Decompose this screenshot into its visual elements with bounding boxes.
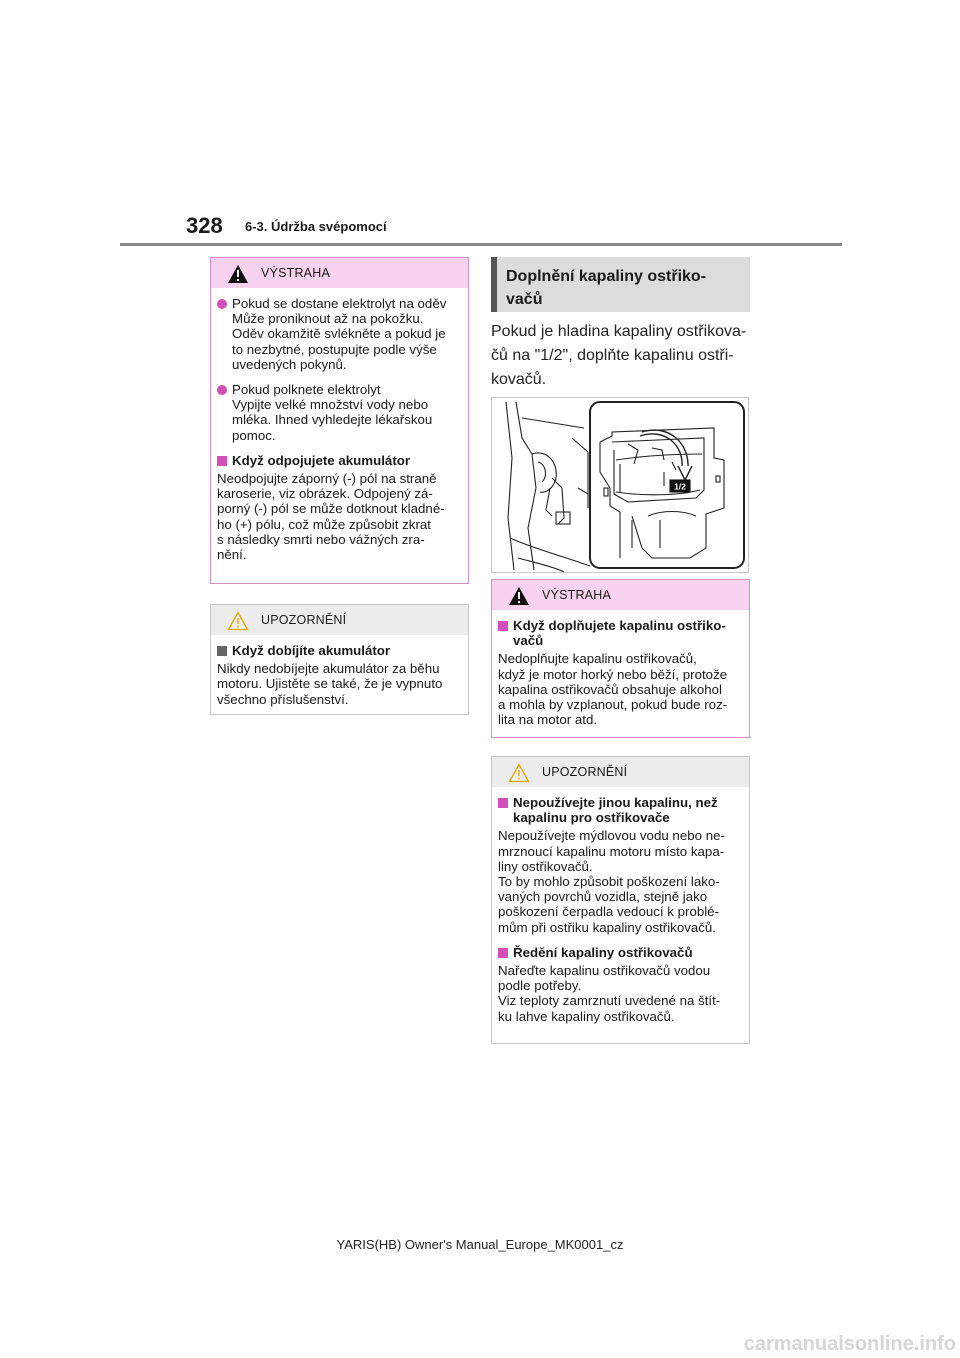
subheading-text: Ředění kapaliny ostřikovačů: [513, 944, 693, 960]
right-warning-box: [491, 579, 750, 738]
text-line: mléka. Ihned vyhledejte lékařskou: [232, 412, 433, 428]
text-line: pomoc.: [232, 427, 276, 443]
text-line: kapalinu pro ostřikovače: [513, 810, 670, 826]
left-warning-box: [210, 257, 469, 584]
text-line: Může proniknout až na pokožku.: [232, 311, 424, 327]
caution-subheading: [498, 795, 743, 825]
text-line: Nařeďte kapalinu ostřikovačů vodou: [498, 963, 711, 979]
footer-text: YARIS(HB) Owner's Manual_Europe_MK0001_cz: [336, 1237, 624, 1252]
warning-title: VÝSTRAHA: [261, 266, 330, 280]
text-line: porný (-) pól se může dotknout kladné-: [217, 501, 445, 517]
text-line: kapalina ostřikovačů obsahuje alkohol: [498, 681, 722, 697]
warning-item: [217, 296, 462, 372]
bullet-square-icon: [498, 621, 508, 631]
warning-subheading: [498, 618, 743, 648]
bullet-square-icon: [498, 948, 508, 958]
warning-triangle-icon: [227, 264, 249, 284]
caution-triangle-icon: [508, 763, 530, 783]
caution-triangle-icon: [227, 611, 249, 631]
text-line: ho (+) pólu, což může způsobit zkrat: [217, 516, 431, 532]
caution-subheading: [217, 643, 462, 658]
text-line: To by mohlo způsobit poškození lako-: [498, 874, 720, 890]
watermark: carmanualsonline.info: [743, 1333, 956, 1355]
caution-subheading: [498, 945, 743, 960]
text-line: mům při ostřiku kapaliny ostřikovačů.: [498, 919, 716, 935]
text-line: všechno příslušenství.: [217, 691, 349, 707]
text-line: když je motor horký nebo běží, protože: [498, 666, 728, 682]
warning-triangle-icon: [508, 586, 530, 606]
text-line: Nepoužívejte jinou kapalinu, než: [513, 795, 718, 810]
bullet-square-icon: [217, 646, 227, 656]
text-line: Viz teploty zamrznutí uvedené na štít-: [498, 993, 721, 1009]
caution-paragraph: [217, 661, 462, 707]
text-line: Nedoplňujte kapalinu ostřikovačů,: [498, 651, 697, 667]
header-rule: [120, 243, 842, 246]
text-line: mrznoucí kapalinu motoru místo kapa-: [498, 843, 725, 859]
bullet-dot-icon: [217, 385, 227, 395]
text-line: poškození čerpadla vedoucí k problé-: [498, 904, 720, 920]
intro-paragraph: [491, 320, 746, 392]
heading-line: vačů: [506, 291, 543, 308]
text-line: liny ostřikovačů.: [498, 858, 593, 874]
caution-paragraph: [498, 828, 743, 934]
warning-title: VÝSTRAHA: [542, 588, 611, 602]
text-line: lita na motor atd.: [498, 712, 598, 728]
warning-subheading: [217, 453, 462, 468]
text-line: a mohla by vzplanout, pokud bude roz-: [498, 697, 728, 713]
text-line: Nepoužívejte mýdlovou vodu nebo ne-: [498, 828, 725, 844]
warning-header: [211, 258, 468, 288]
warning-paragraph: [498, 651, 743, 727]
heading-line: Doplnění kapaliny ostřiko-: [506, 268, 707, 285]
text-line: čů na "1/2", doplňte kapalinu ostři-: [491, 347, 734, 364]
text-line: Nikdy nedobíjejte akumulátor za běhu: [217, 661, 440, 677]
text-line: nění.: [217, 547, 247, 563]
section-heading: [491, 257, 750, 312]
right-caution-box: [491, 756, 750, 1044]
text-line: Pokud je hladina kapaliny ostřikova-: [491, 323, 747, 340]
left-caution-box: [210, 604, 469, 715]
page-number: 328: [186, 213, 223, 238]
text-line: s následky smrti nebo vážných zra-: [217, 531, 425, 547]
caution-title: UPOZORNĚNÍ: [542, 765, 628, 779]
text-line: Pokud se dostane elektrolyt na oděv: [232, 296, 447, 311]
text-line: podle potřeby.: [498, 978, 582, 994]
warning-paragraph: [217, 471, 462, 562]
warning-item: [217, 382, 462, 443]
text-line: Vypijte velké množství vody nebo: [232, 397, 429, 413]
caution-header: [492, 757, 749, 787]
washer-reservoir-figure: [491, 397, 749, 573]
caution-paragraph: [498, 963, 743, 1024]
text-line: Když doplňujete kapalinu ostřiko-: [513, 618, 726, 633]
text-line: vaných povrchů vozidla, stejně jako: [498, 889, 708, 905]
text-line: karoserie, viz obrázek. Odpojený zá-: [217, 486, 433, 502]
reservoir-illustration: [492, 398, 749, 573]
text-line: Neodpojujte záporný (-) pól na straně: [217, 471, 437, 487]
bullet-dot-icon: [217, 299, 227, 309]
subheading-text: Když odpojujete akumulátor: [232, 452, 411, 468]
text-line: to nezbytné, postupujte podle výše: [232, 341, 437, 357]
bullet-square-icon: [498, 798, 508, 808]
text-line: kovačů.: [491, 371, 547, 388]
caution-title: UPOZORNĚNÍ: [261, 613, 347, 627]
text-line: ku lahve kapaliny ostřikovačů.: [498, 1008, 675, 1024]
text-line: motoru. Ujistěte se také, že je vypnuto: [217, 676, 443, 692]
text-line: Oděv okamžitě svlékněte a pokud je: [232, 326, 446, 342]
caution-header: [211, 605, 468, 635]
text-line: Pokud polknete elektrolyt: [232, 382, 381, 398]
section-title: 6-3. Údržba svépomocí: [245, 219, 387, 234]
text-line: uvedených pokynů.: [232, 356, 347, 372]
subheading-text: Když dobíjíte akumulátor: [232, 643, 391, 658]
level-label: 1/2: [674, 481, 686, 492]
bullet-square-icon: [217, 456, 227, 466]
text-line: vačů: [513, 633, 544, 649]
warning-header: [492, 580, 749, 610]
